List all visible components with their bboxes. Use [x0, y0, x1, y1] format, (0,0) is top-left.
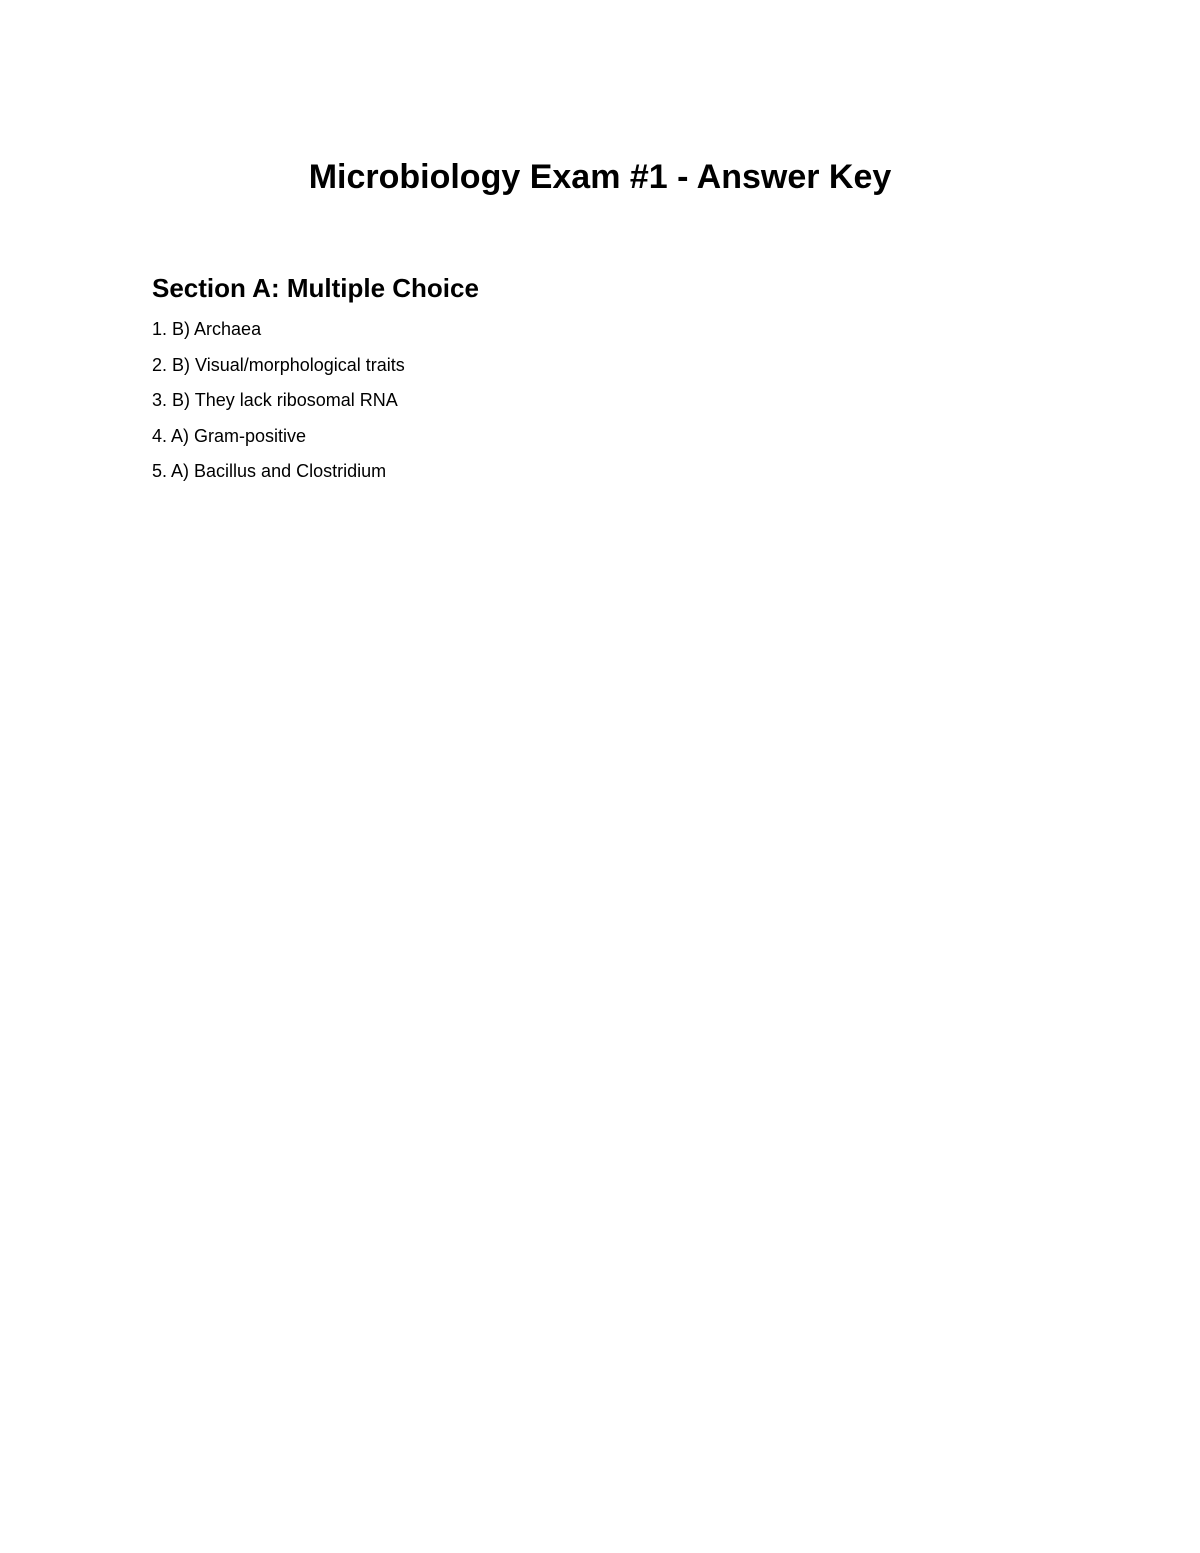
list-item [152, 424, 405, 460]
answer-text: A) Gram-positive [171, 425, 307, 446]
answer-text: B) Visual/morphological traits [172, 354, 405, 375]
section-heading: Section A: Multiple Choice [152, 273, 479, 303]
answer-list [152, 317, 405, 495]
answer-number: 5. [152, 461, 168, 481]
list-item [152, 353, 405, 389]
answer-text: A) Bacillus and Clostridium [171, 461, 387, 481]
answer-number: 1. [152, 319, 168, 339]
list-item [152, 459, 405, 495]
answer-text: B) Archaea [172, 319, 262, 339]
answer-text: B) They lack ribosomal RNA [172, 390, 398, 410]
answer-number: 2. [152, 354, 168, 375]
page-title: Microbiology Exam #1 - Answer Key [308, 158, 892, 196]
list-item [152, 317, 405, 353]
answer-number: 4. [152, 425, 168, 446]
list-item [152, 388, 405, 424]
answer-number: 3. [152, 390, 168, 410]
